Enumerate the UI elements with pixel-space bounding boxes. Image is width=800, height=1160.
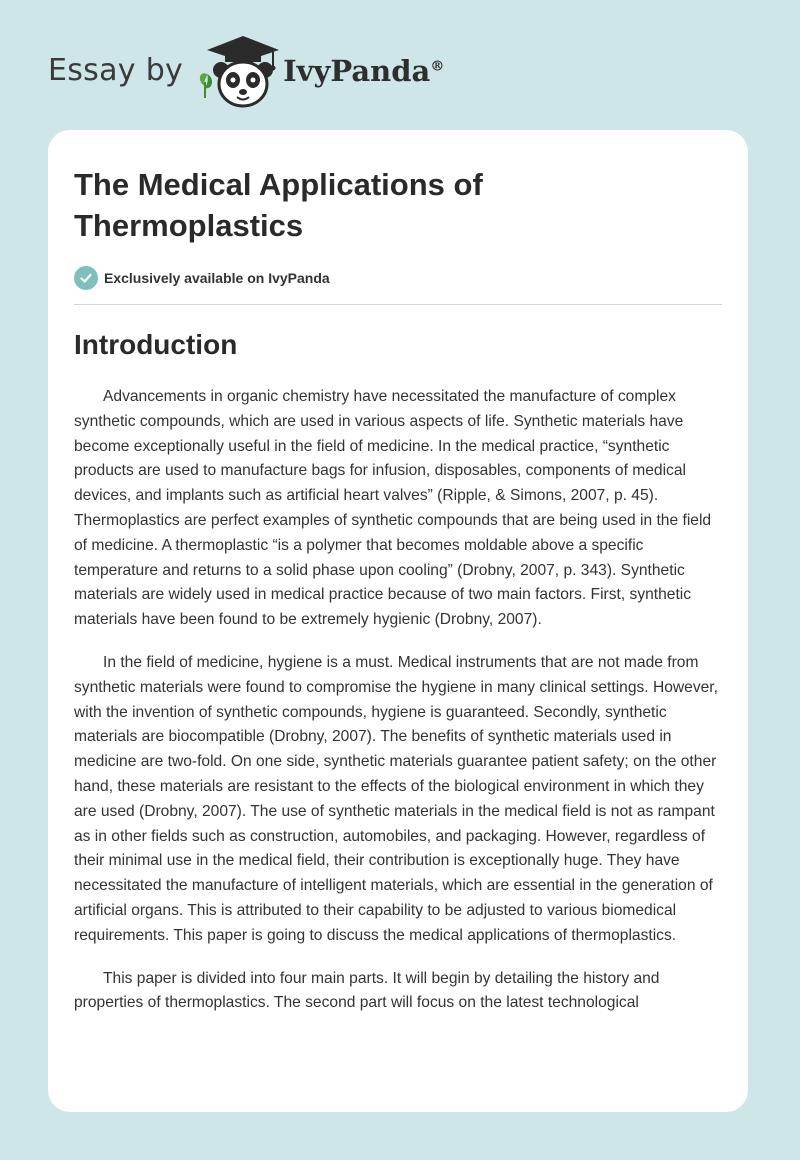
paragraph-2: In the field of medicine, hygiene is a must. Medical instruments that are not made from synthetic materials were found to compromise the hygiene in many clinical settings. However, with the invention of synthetic compounds, hygiene is guaranteed. Secondly, synthetic materials are biocompatible (Drobny, 2007). The benefits of synthetic materials used in medicine are two-fold. On one side, synthetic materials guarantee patient safety; on the other hand, these materials are resistant to the effects of the biological environment in which they are used (Drobny, 2007). The use of synthetic materials in the medical field is not as rampant as in other fields such as construction, automobiles, and packaging. However, regardless of their minimal use in the medical field, their contribution is exceptionally huge. They have necessitated the manufacture of intelligent materials, which are essential in the generation of artificial organs. This is attributed to their capability to be adjusted to various biomedical requirements. This paper is going to discuss the medical applications of thermoplastics. <box>74 653 718 944</box>
paragraph-1: Advancements in organic chemistry have necessitated the manufacture of complex synthetic compounds, which are used in various aspects of life. Synthetic materials have become exceptionally useful in the field of medicine. In the medical practice, “synthetic products are used to manufacture bags for infusion, disposables, components of medical devices, and implants such as artificial heart valves” (Ripple, & Simons, 2007, p. 45). Thermoplastics are perfect examples of synthetic compounds that are being used in the field of medicine. A thermoplastic “is a polymer that becomes moldable above a specific temperature and returns to a solid phase upon cooling” (Drobny, 2007, p. 343). Synthetic materials are widely used in medical practice because of two main factors. First, synthetic materials have been found to be extremely hygienic (Drobny, 2007). <box>74 388 712 629</box>
paragraph-3: This paper is divided into four main parts. It will begin by detailing the history and properties of thermoplastics. The second part will focus on the latest technological <box>74 969 660 1012</box>
essay-card <box>48 130 748 1112</box>
section-heading: Introduction <box>74 329 238 360</box>
page-title: The Medical Applications of Thermoplastics <box>74 167 483 243</box>
site-header <box>48 30 444 110</box>
badge-label: Exclusively available on IvyPanda <box>104 270 330 286</box>
brand-text: IvyPanda <box>283 54 431 88</box>
check-circle-icon <box>74 266 98 290</box>
exclusive-badge <box>74 266 722 305</box>
panda-logo-icon[interactable] <box>193 30 283 110</box>
registered-mark: ® <box>430 58 445 75</box>
essay-by-label: Essay by <box>48 52 184 88</box>
brand-name[interactable] <box>283 54 444 88</box>
